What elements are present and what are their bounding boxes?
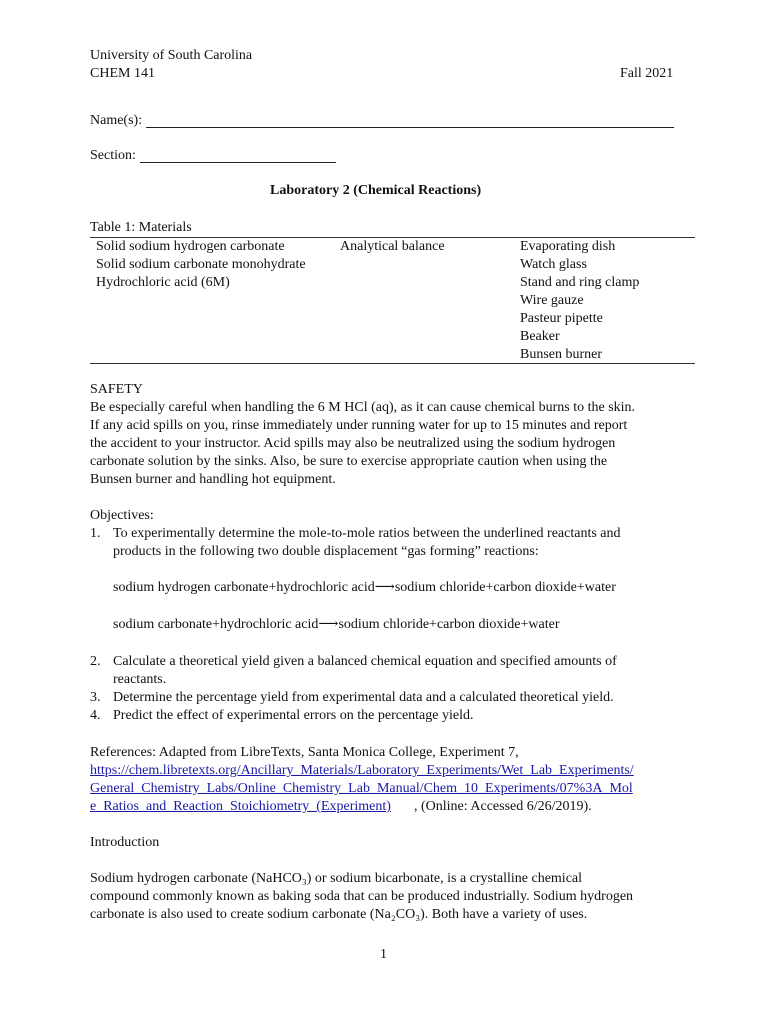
reference-link-line-3[interactable]: e_Ratios_and_Reaction_Stoichiometry_(Experiment) <box>90 799 391 814</box>
university-name: University of South Carolina <box>90 48 253 63</box>
table-cell: Wire gauze <box>520 293 584 308</box>
table-cell: Solid sodium hydrogen carbonate <box>96 239 285 254</box>
introduction-line-2: compound commonly known as baking soda that can be produced industrially. Sodium hydrogen <box>90 889 634 904</box>
names-label: Name(s): <box>90 113 143 128</box>
materials-column-equipment <box>520 238 639 364</box>
introduction-line-1: Sodium hydrogen carbonate (NaHCO₃) or sodium bicarbonate, is a crystalline chemical <box>90 871 583 886</box>
objective-4: Predict the effect of experimental errors on the percentage yield. <box>113 708 474 723</box>
objective-number: 2. <box>90 654 101 669</box>
table-cell: Analytical balance <box>340 239 445 254</box>
materials-table <box>90 237 695 364</box>
reference-link-line-1[interactable]: https://chem.libretexts.org/Ancillary_Materials/Laboratory_Experiments/Wet_Lab_Experiments/ <box>90 763 634 778</box>
table-cell: Evaporating dish <box>520 239 616 254</box>
section-blank-line[interactable] <box>140 162 336 163</box>
term: Fall 2021 <box>620 66 674 81</box>
section-label: Section: <box>90 148 136 163</box>
table-cell: Hydrochloric acid (6M) <box>96 275 230 290</box>
objective-2-line-1: Calculate a theoretical yield given a balanced chemical equation and specified amounts of <box>113 654 617 669</box>
table-caption: Table 1: Materials <box>90 220 192 235</box>
safety-line: carbonate solution by the sinks. Also, be sure to exercise appropriate caution when using the <box>90 454 608 469</box>
safety-line: Bunsen burner and handling hot equipment. <box>90 472 336 487</box>
table-cell: Bunsen burner <box>520 347 603 362</box>
objective-3: Determine the percentage yield from experimental data and a calculated theoretical yield. <box>113 690 614 705</box>
objective-number: 3. <box>90 690 101 705</box>
introduction-heading: Introduction <box>90 835 160 850</box>
materials-column-instruments <box>340 238 445 256</box>
table-cell: Pasteur pipette <box>520 311 603 326</box>
lab-title: Laboratory 2 (Chemical Reactions) <box>270 183 482 198</box>
references-accessed: , (Online: Accessed 6/26/2019). <box>414 799 592 814</box>
table-cell: Watch glass <box>520 257 587 272</box>
table-cell: Beaker <box>520 329 560 344</box>
safety-paragraph <box>90 399 680 489</box>
objective-1-line-1: To experimentally determine the mole-to-mole ratios between the underlined reactants and <box>113 526 621 541</box>
table-cell: Solid sodium carbonate monohydrate <box>96 257 306 272</box>
introduction-line-3: carbonate is also used to create sodium carbonate (Na₂CO₃). Both have a variety of uses. <box>90 907 588 922</box>
safety-heading: SAFETY <box>90 382 143 397</box>
names-blank-line[interactable] <box>146 127 674 128</box>
objective-number: 1. <box>90 526 101 541</box>
objective-number: 4. <box>90 708 101 723</box>
objectives-heading: Objectives: <box>90 508 154 523</box>
reaction-equation-2: sodium carbonate+hydrochloric acid⟶sodium chloride+carbon dioxide+water <box>113 617 560 632</box>
references-intro: References: Adapted from LibreTexts, Santa Monica College, Experiment 7, <box>90 745 519 760</box>
safety-line: If any acid spills on you, rinse immediately under running water for up to 15 minutes and report <box>90 418 628 433</box>
reaction-equation-1: sodium hydrogen carbonate+hydrochloric acid⟶sodium chloride+carbon dioxide+water <box>113 580 616 595</box>
safety-line: the accident to your instructor. Acid spills may also be neutralized using the sodium hydrogen <box>90 436 616 451</box>
objective-2-line-2: reactants. <box>113 672 167 687</box>
objective-1-line-2: products in the following two double displacement “gas forming” reactions: <box>113 544 539 559</box>
reference-link-line-2[interactable]: General_Chemistry_Labs/Online_Chemistry_Lab_Manual/Chem_10_Experiments/07%3A_Mol <box>90 781 633 796</box>
table-cell: Stand and ring clamp <box>520 275 640 290</box>
materials-column-chemicals <box>96 238 306 292</box>
page-number: 1 <box>380 947 387 962</box>
safety-line: Be especially careful when handling the 6 M HCl (aq), as it can cause chemical burns to the skin. <box>90 400 636 415</box>
course-code: CHEM 141 <box>90 66 155 81</box>
